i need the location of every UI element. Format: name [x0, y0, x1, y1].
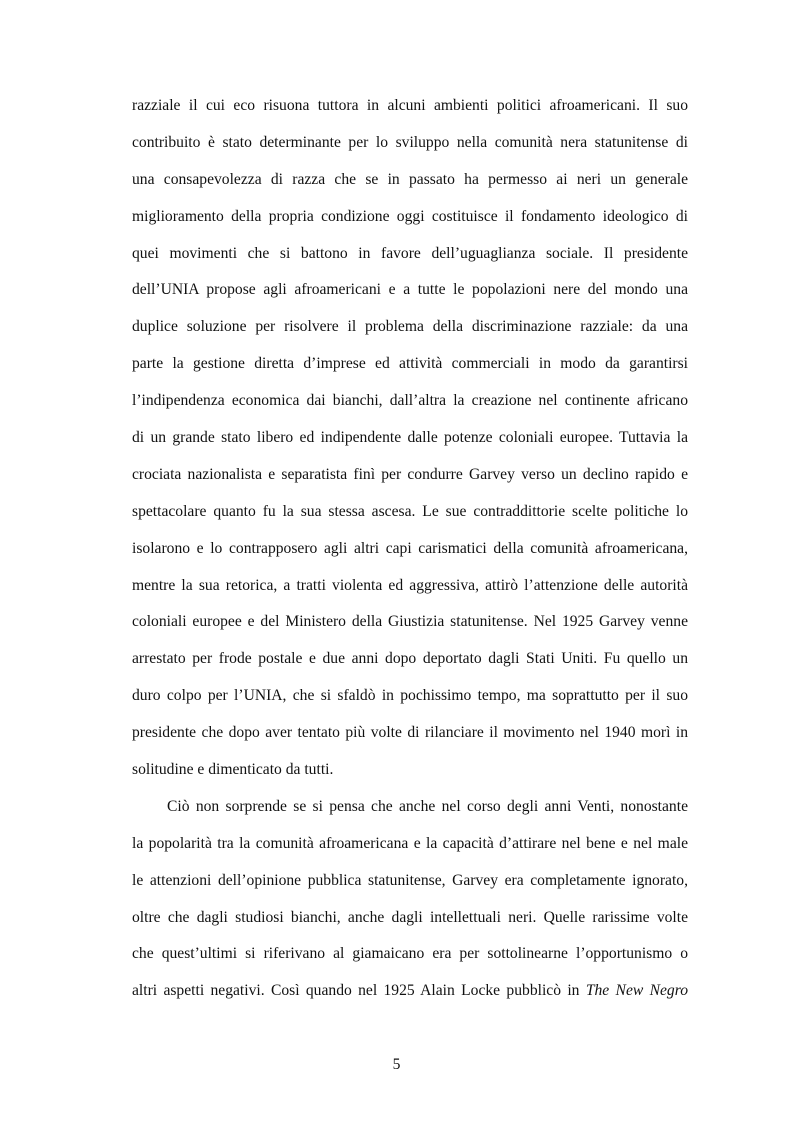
page-number: 5 [392, 1056, 401, 1073]
text-line: arrestato per frode postale e due anni dopo deportato dagli Stati Uniti. Fu quello un [132, 650, 688, 668]
text-line: spettacolare quanto fu la sua stessa ascesa. Le sue contraddittorie scelte politiche lo [132, 502, 688, 520]
text-line: le attenzioni dell’opinione pubblica statunitense, Garvey era completamente ignorato, [132, 871, 688, 889]
text-line: l’indipendenza economica dai bianchi, dall’altra la creazione nel continente africano [132, 392, 688, 410]
text-line-paragraph-start: Ciò non sorprende se si pensa che anche nel corso degli anni Venti, nonostante [167, 797, 688, 815]
text-line: mentre la sua retorica, a tratti violenta ed aggressiva, attirò l’attenzione delle autorità [132, 576, 688, 594]
text-line: contribuito è stato determinante per lo sviluppo nella comunità nera statunitense di [132, 133, 688, 151]
text-line: razziale il cui eco risuona tuttora in alcuni ambienti politici afroamericani. Il suo [132, 97, 688, 114]
text-line: che quest’ultimi si riferivano al giamaicano era per sottolinearne l’opportunismo o [132, 945, 688, 963]
text-line: di un grande stato libero ed indipendente dalle potenze coloniali europee. Tuttavia la [132, 429, 688, 447]
text-line: coloniali europee e del Ministero della Giustizia statunitense. Nel 1925 Garvey venne [132, 613, 688, 631]
text-line: presidente che dopo aver tentato più volte di rilanciare il movimento nel 1940 morì in [132, 724, 688, 742]
text-segment: altri aspetti negativi. Così quando nel 1925 Alain Locke pubblicò in [132, 982, 586, 1000]
text-line: isolarono e lo contrapposero agli altri capi carismatici della comunità afroamericana, [132, 539, 688, 557]
text-line: parte la gestione diretta d’imprese ed attività commerciali in modo da garantirsi [132, 355, 688, 373]
text-line-paragraph-end: solitudine e dimenticato da tutti. [132, 761, 334, 779]
text-line [132, 973, 688, 1010]
text-line: duro colpo per l’UNIA, che si sfaldò in pochissimo tempo, ma soprattutto per il suo [132, 687, 688, 705]
text-line: miglioramento della propria condizione oggi costituisce il fondamento ideologico di [132, 207, 688, 225]
text-line: la popolarità tra la comunità afroamericana e la capacità d’attirare nel bene e nel male [132, 834, 688, 852]
book-title: The New Negro [585, 982, 688, 1000]
text-line: dell’UNIA propose agli afroamericani e a tutte le popolazioni nere del mondo una [132, 281, 688, 299]
text-line: una consapevolezza di razza che se in passato ha permesso ai neri un generale [132, 170, 688, 188]
text-line: quei movimenti che si battono in favore dell’uguaglianza sociale. Il presidente [132, 244, 688, 262]
page-body [132, 88, 688, 1010]
text-line: crociata nazionalista e separatista finì per condurre Garvey verso un declino rapido e [132, 465, 688, 483]
text-line: oltre che dagli studiosi bianchi, anche dagli intellettuali neri. Quelle rarissime volte [132, 908, 688, 926]
text-line: duplice soluzione per risolvere il problema della discriminazione razziale: da una [132, 318, 688, 336]
